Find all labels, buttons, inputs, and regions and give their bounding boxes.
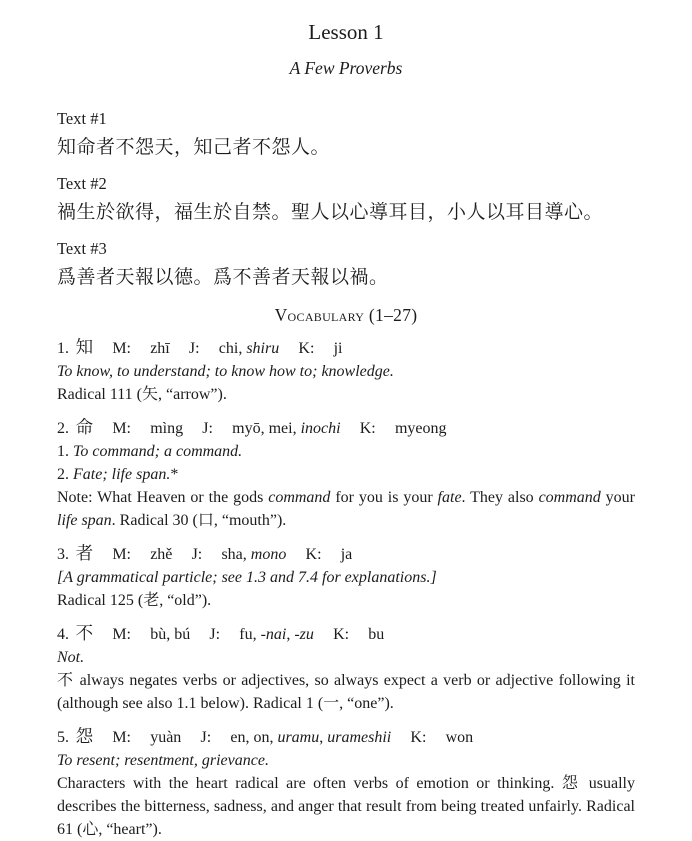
vocab-line: Radical 125 (老, “old”). bbox=[57, 592, 212, 609]
korean-reading: bu bbox=[368, 626, 385, 643]
vocab-line: Radical 111 (矢, “arrow”). bbox=[57, 386, 227, 403]
korean-reading: ja bbox=[340, 546, 353, 563]
vocab-entry-head bbox=[57, 622, 635, 646]
korean-label: K: bbox=[333, 626, 350, 643]
vocab-entry-head bbox=[57, 542, 635, 566]
vocab-entry-body bbox=[57, 360, 635, 406]
vocab-line: To know, to understand; to know how to; knowledge. bbox=[57, 363, 394, 380]
vocab-entry-body bbox=[57, 646, 635, 715]
mandarin-reading: zhě bbox=[150, 546, 173, 563]
vocabulary-list bbox=[57, 336, 635, 841]
entry-number: 1. bbox=[57, 340, 69, 357]
entry-character: 怨 bbox=[75, 726, 94, 746]
japanese-reading: chi, shiru bbox=[218, 340, 280, 357]
japanese-reading: fu, -nai, -zu bbox=[239, 626, 314, 643]
japanese-reading: en, on, uramu, urameshii bbox=[230, 729, 392, 746]
vocab-entry-1 bbox=[57, 336, 635, 406]
entry-character: 命 bbox=[75, 417, 94, 437]
japanese-label: J: bbox=[202, 420, 213, 437]
korean-reading: myeong bbox=[394, 420, 447, 437]
mandarin-label: M: bbox=[112, 546, 131, 563]
vocab-line: Not. bbox=[57, 649, 85, 666]
vocab-line: 1. To command; a command. bbox=[57, 443, 243, 460]
vocab-line: [A grammatical particle; see 1.3 and 7.4 for explanations.] bbox=[57, 569, 437, 586]
entry-character: 者 bbox=[75, 543, 94, 563]
korean-label: K: bbox=[298, 340, 315, 357]
japanese-reading: sha, mono bbox=[221, 546, 287, 563]
japanese-label: J: bbox=[191, 546, 203, 563]
vocab-entry-3 bbox=[57, 542, 635, 612]
mandarin-reading: mìng bbox=[150, 420, 184, 437]
korean-reading: won bbox=[445, 729, 474, 746]
mandarin-label: M: bbox=[112, 420, 131, 437]
text-section-3 bbox=[57, 239, 635, 291]
japanese-label: J: bbox=[188, 340, 200, 357]
vocabulary-heading: Vocabulary (1–27) bbox=[274, 305, 418, 325]
entry-number: 4. bbox=[57, 626, 69, 643]
mandarin-reading: yuàn bbox=[150, 729, 182, 746]
entry-number: 2. bbox=[57, 420, 69, 437]
chinese-text-3: 爲善者天報以德。爲不善者天報以禍。 bbox=[57, 267, 389, 288]
vocab-entry-head bbox=[57, 336, 635, 360]
mandarin-label: M: bbox=[112, 729, 131, 746]
korean-label: K: bbox=[305, 546, 322, 563]
chinese-text-1: 知命者不怨天，知己者不怨人。 bbox=[57, 137, 331, 158]
mandarin-reading: zhī bbox=[150, 340, 170, 357]
japanese-label: J: bbox=[200, 729, 212, 746]
vocab-entry-head bbox=[57, 725, 635, 749]
vocab-line: 2. Fate; life span.* bbox=[57, 466, 179, 483]
page-subtitle: A Few Proverbs bbox=[289, 58, 403, 78]
entry-number: 3. bbox=[57, 546, 69, 563]
vocab-entry-head bbox=[57, 416, 635, 440]
mandarin-label: M: bbox=[112, 340, 131, 357]
text-label-2: Text #2 bbox=[57, 174, 107, 193]
korean-label: K: bbox=[410, 729, 427, 746]
vocab-entry-body bbox=[57, 749, 635, 841]
vocab-entry-5 bbox=[57, 725, 635, 841]
text-section-2 bbox=[57, 174, 635, 226]
vocab-entry-2 bbox=[57, 416, 635, 532]
vocab-line: 不 always negates verbs or adjectives, so always expect a verb or adjective following it (although see also 1.1 below). Radical 1 (一, “one”). bbox=[57, 672, 635, 712]
entry-character: 知 bbox=[75, 337, 94, 357]
korean-label: K: bbox=[359, 420, 376, 437]
mandarin-label: M: bbox=[112, 626, 131, 643]
japanese-reading: myō, mei, inochi bbox=[232, 420, 341, 437]
page-title: Lesson 1 bbox=[308, 20, 384, 44]
japanese-label: J: bbox=[209, 626, 221, 643]
korean-reading: ji bbox=[333, 340, 343, 357]
vocab-line: To resent; resentment, grievance. bbox=[57, 752, 269, 769]
vocab-entry-4 bbox=[57, 622, 635, 715]
vocab-line: Note: What Heaven or the gods command for you is your fate. They also command your life span. Radical 30 (口, “mouth”). bbox=[57, 489, 636, 529]
text-label-3: Text #3 bbox=[57, 239, 107, 258]
texts-section bbox=[57, 109, 635, 291]
text-label-1: Text #1 bbox=[57, 109, 107, 128]
entry-number: 5. bbox=[57, 729, 69, 746]
vocab-line: Characters with the heart radical are often verbs of emotion or thinking. 怨 usually describes the bitterness, sadness, and anger that result from being treated unfairly. Radical 61 (心, “heart”). bbox=[57, 775, 635, 838]
vocab-entry-body bbox=[57, 440, 635, 532]
vocab-entry-body bbox=[57, 566, 635, 612]
text-section-1 bbox=[57, 109, 635, 161]
mandarin-reading: bù, bú bbox=[150, 626, 191, 643]
chinese-text-2: 禍生於欲得，福生於自禁。聖人以心導耳目，小人以耳目導心。 bbox=[57, 202, 604, 223]
entry-character: 不 bbox=[75, 623, 94, 643]
